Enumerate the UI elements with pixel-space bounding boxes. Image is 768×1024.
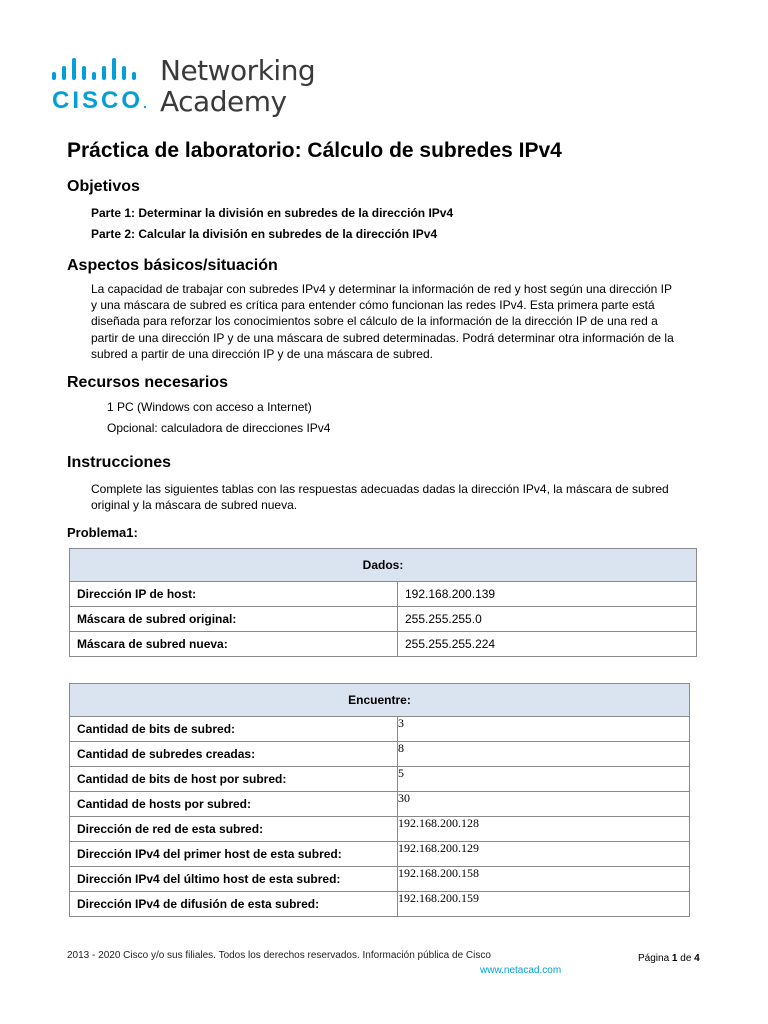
table-row bbox=[70, 792, 690, 817]
answer-field[interactable]: 30 bbox=[398, 792, 690, 817]
cisco-wordmark: CISCO. bbox=[52, 87, 150, 114]
cisco-networking-academy-logo bbox=[52, 54, 316, 118]
objective-item: Parte 2: Calcular la división en subredes de la dirección IPv4 bbox=[91, 227, 438, 241]
given-value: 255.255.255.224 bbox=[398, 632, 697, 657]
given-value: 192.168.200.139 bbox=[398, 582, 697, 607]
table-row bbox=[70, 867, 690, 892]
paragraph-line: subred a partir de una dirección IP y de una máscara de subred. bbox=[91, 346, 433, 361]
answer-field[interactable]: 192.168.200.159 bbox=[398, 892, 690, 917]
answer-field[interactable]: 192.168.200.158 bbox=[398, 867, 690, 892]
footer-copyright: 2013 - 2020 Cisco y/o sus filiales. Todos los derechos reservados. Información pública de Cisco bbox=[67, 950, 491, 961]
background-paragraph bbox=[91, 281, 703, 362]
paragraph-line: original y la máscara de subred nueva. bbox=[91, 498, 298, 513]
resource-item: 1 PC (Windows con acceso a Internet) bbox=[107, 400, 312, 414]
resource-item: Opcional: calculadora de direcciones IPv4 bbox=[107, 421, 331, 435]
table-row bbox=[70, 842, 690, 867]
cisco-bars-icon bbox=[52, 58, 142, 80]
given-key: Máscara de subred original: bbox=[70, 607, 398, 632]
objectives-heading: Objetivos bbox=[67, 178, 140, 195]
background-heading: Aspectos básicos/situación bbox=[67, 257, 278, 274]
table-row bbox=[70, 892, 690, 917]
page-number bbox=[638, 953, 700, 964]
page-prefix: Página bbox=[638, 953, 670, 964]
paragraph-line: partir de una dirección IP y de una máscara de subred determinadas. Podrá determinar otra información de la bbox=[91, 330, 674, 345]
find-key: Cantidad de bits de subred: bbox=[70, 717, 398, 742]
resources-heading: Recursos necesarios bbox=[67, 374, 228, 391]
given-table-header: Dados: bbox=[70, 549, 697, 582]
paragraph-line: Complete las siguientes tablas con las respuestas adecuadas dadas la dirección IPv4, la máscara de subred bbox=[91, 482, 669, 496]
paragraph-line: La capacidad de trabajar con subredes IPv4 y determinar la información de red y host según una dirección IP bbox=[91, 282, 673, 296]
page-title: Práctica de laboratorio: Cálculo de subredes IPv4 bbox=[67, 139, 562, 162]
paragraph-line: y una máscara de subred es crítica para entender cómo funcionan las redes IPv4. Esta primera parte está bbox=[91, 298, 655, 313]
objective-item: Parte 1: Determinar la división en subredes de la dirección IPv4 bbox=[91, 206, 454, 220]
table-row bbox=[70, 817, 690, 842]
table-row bbox=[70, 582, 697, 607]
find-key: Dirección de red de esta subred: bbox=[70, 817, 398, 842]
instructions-heading: Instrucciones bbox=[67, 454, 172, 471]
answer-field[interactable]: 5 bbox=[398, 767, 690, 792]
table-row bbox=[70, 742, 690, 767]
given-key: Dirección IP de host: bbox=[70, 582, 398, 607]
answer-field[interactable]: 8 bbox=[398, 742, 690, 767]
paragraph-line: diseñada para reforzar los conocimientos sobre el cálculo de la información de la dirección IP de una red a bbox=[91, 314, 658, 329]
find-key: Dirección IPv4 del primer host de esta subred: bbox=[70, 842, 398, 867]
given-table bbox=[69, 548, 697, 657]
page-current: 1 bbox=[671, 953, 678, 964]
footer-link[interactable]: www.netacad.com bbox=[480, 965, 562, 976]
table-row bbox=[70, 632, 697, 657]
page-total: 4 bbox=[694, 953, 700, 964]
table-row bbox=[70, 607, 697, 632]
brand-academy: Academy bbox=[160, 85, 287, 118]
table-row bbox=[70, 717, 690, 742]
find-table-header: Encuentre: bbox=[70, 684, 690, 717]
find-key: Cantidad de subredes creadas: bbox=[70, 742, 398, 767]
answer-field[interactable]: 3 bbox=[398, 717, 690, 742]
answer-field[interactable]: 192.168.200.128 bbox=[398, 817, 690, 842]
find-key: Cantidad de hosts por subred: bbox=[70, 792, 398, 817]
given-key: Máscara de subred nueva: bbox=[70, 632, 398, 657]
find-key: Cantidad de bits de host por subred: bbox=[70, 767, 398, 792]
find-key: Dirección IPv4 del último host de esta subred: bbox=[70, 867, 398, 892]
answer-field[interactable]: 192.168.200.129 bbox=[398, 842, 690, 867]
find-table bbox=[69, 683, 690, 917]
given-value: 255.255.255.0 bbox=[398, 607, 697, 632]
brand-networking: Networking bbox=[160, 54, 316, 87]
problem-label: Problema1: bbox=[67, 525, 138, 540]
instructions-paragraph bbox=[91, 481, 703, 513]
page-separator: de bbox=[680, 953, 692, 964]
find-key: Dirección IPv4 de difusión de esta subred: bbox=[70, 892, 398, 917]
table-row bbox=[70, 767, 690, 792]
